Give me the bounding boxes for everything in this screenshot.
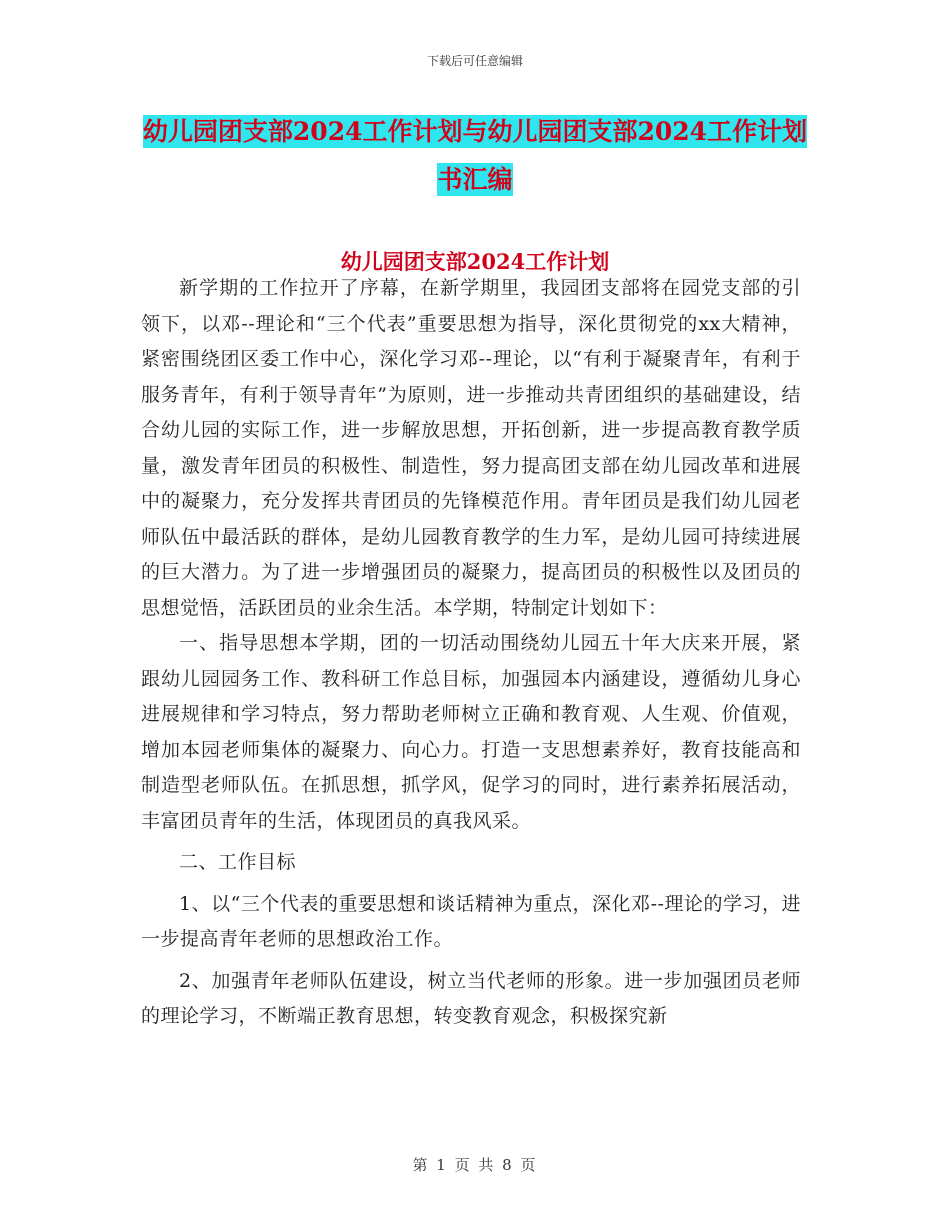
paragraph-goal-1: 1、以“三个代表的重要思想和谈话精神为重点，深化邓--理论的学习，进一步提高青年老师的思想政治工作。 [141,892,801,950]
paragraph-guiding-thought: 一、指导思想本学期，团的一切活动围绕幼儿园五十年大庆来开展，紧跟幼儿园园务工作、教科研工作总目标，加强园本内涵建设，遵循幼儿身心进展规律和学习特点，努力帮助老师树立正确和教育观、人生观、价值观，增加本园老师集体的凝聚力、向心力。打造一支思想素养好，教育技能高和制造型老师队伍。在抓思想，抓学风，促学习的同时，进行素养拓展活动，丰富团员青年的生活，体现团员的真我风采。 [141,632,801,832]
paragraph-intro: 新学期的工作拉开了序幕，在新学期里，我园团支部将在园党支部的引领下，以邓--理论和“三个代表”重要思想为指导，深化贯彻党的xx大精神，紧密围绕团区委工作中心，深化学习邓--理论，以“有利于凝聚青年，有利于服务青年，有利于领导青年”为原则，进一步推动共青团组织的基础建设，结合幼儿园的实际工作，进一步解放思想，开拓创新，进一步提高教育教学质量，激发青年团员的积极性、制造性，努力提高团支部在幼儿园改革和进展中的凝聚力，充分发挥共青团员的先锋模范作用。青年团员是我们幼儿园老师队伍中最活跃的群体，是幼儿园教育教学的生力军，是幼儿园可持续进展的巨大潜力。为了进一步增强团员的凝聚力，提高团员的积极性以及团员的思想觉悟，活跃团员的业余生活。本学期，特制定计划如下： [141,277,801,619]
paragraph-heading-goals: 二、工作目标 [179,851,297,873]
paragraph-goal-2: 2、加强青年老师队伍建设，树立当代老师的形象。进一步加强团员老师的理论学习，不断端正教育思想，转变教育观念，积极探究新 [141,969,801,1027]
document-title [140,108,810,204]
section-title: 幼儿园团支部2024工作计划 [340,249,610,274]
header-note: 下载后可任意编辑 [426,54,523,68]
body-text [141,271,801,1035]
page-number: 第 1 页 共 8 页 [412,1156,538,1174]
document-title-text: 幼儿园团支部2024工作计划与幼儿园团支部2024工作计划书汇编 [142,117,808,194]
